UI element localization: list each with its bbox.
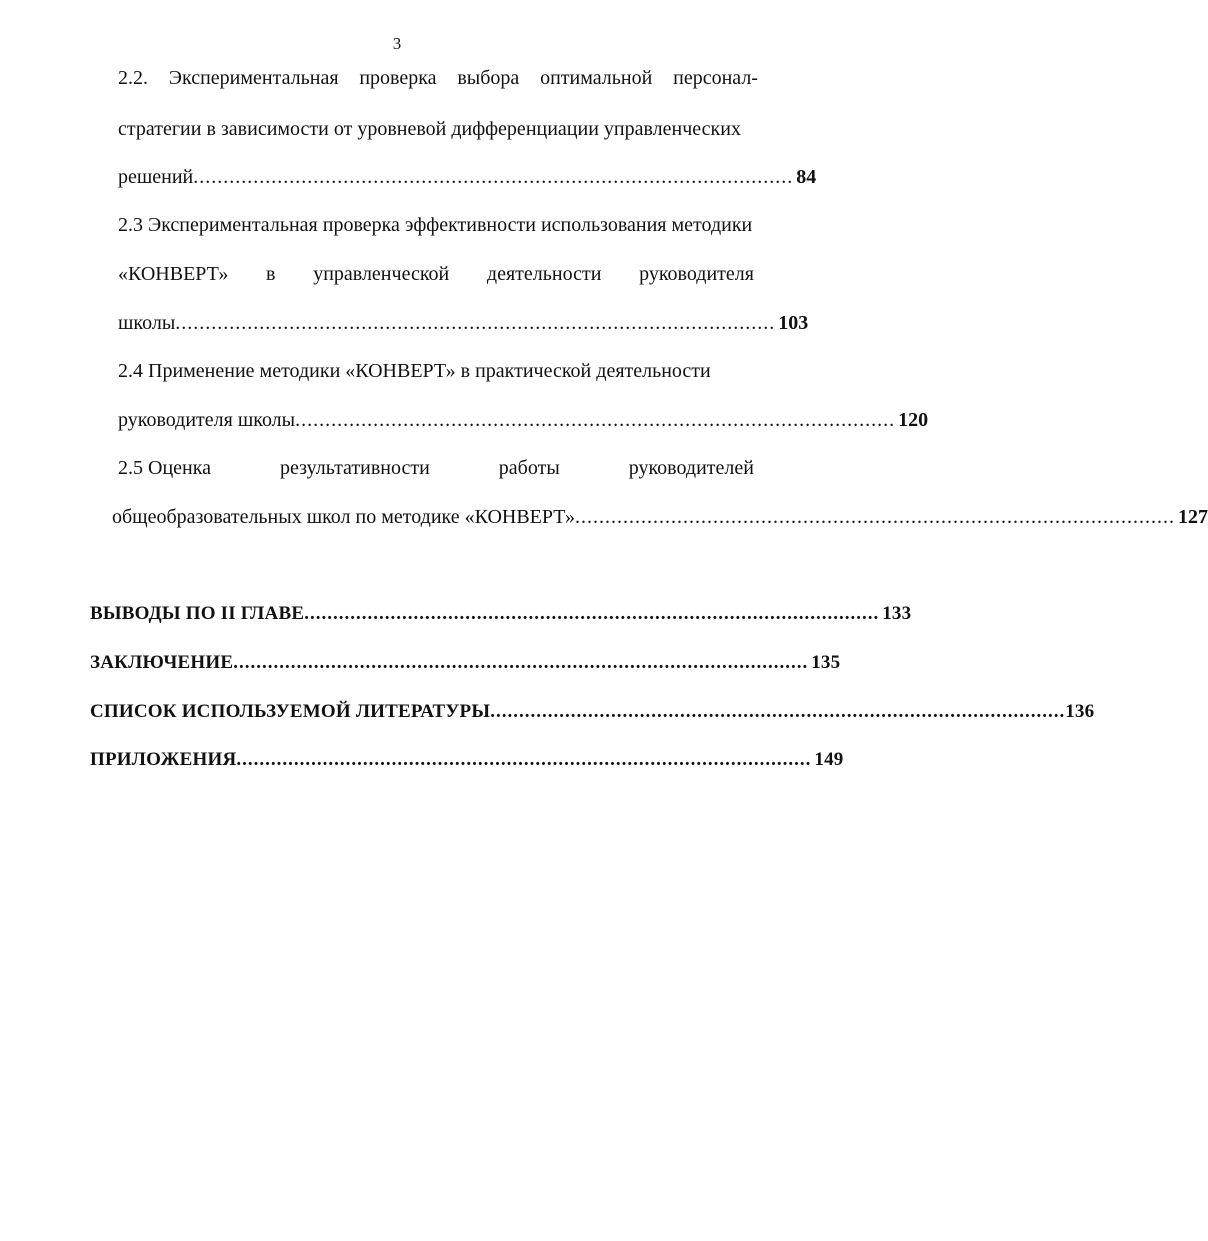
toc-page-number: 84 xyxy=(796,166,817,188)
toc-chapter-title: ЗАКЛЮЧЕНИЕ xyxy=(90,652,234,673)
toc-word: в xyxy=(266,263,276,285)
toc-entry-2-3-line-1: 2.3 Экспериментальная проверка эффективности использования методики xyxy=(118,214,753,236)
toc-chapter-conclusion[interactable] xyxy=(90,651,841,675)
toc-entry-text: решений xyxy=(118,166,194,188)
dot-leader: .................................................................................................... xyxy=(193,166,794,188)
toc-entry-2-2-line-1 xyxy=(118,66,758,90)
toc-entry-2-4-line-2[interactable] xyxy=(118,408,929,432)
toc-word: «КОНВЕРТ» xyxy=(118,263,229,285)
toc-chapter-appendices[interactable] xyxy=(90,748,844,772)
toc-entry-text: школы xyxy=(118,312,176,334)
toc-chapter-conclusions[interactable] xyxy=(90,602,912,626)
toc-word: результативности xyxy=(280,457,430,479)
toc-entry-2-3-line-2 xyxy=(118,262,754,286)
toc-entry-text: общеобразовательных школ по методике «КОНВЕРТ» xyxy=(112,506,575,528)
toc-word: деятельности xyxy=(486,263,602,285)
toc-word: работы xyxy=(498,457,560,479)
dot-leader: .................................................................................................... xyxy=(175,312,776,334)
dot-leader: .................................................................................................... xyxy=(295,409,896,431)
toc-chapter-title: СПИСОК ИСПОЛЬЗУЕМОЙ ЛИТЕРАТУРЫ xyxy=(90,701,491,722)
toc-word: 2.5 Оценка xyxy=(118,457,212,479)
dot-leader: .................................................................................................... xyxy=(574,506,1175,528)
toc-page-number: 120 xyxy=(898,409,929,431)
toc-word: руководителя xyxy=(639,263,754,285)
toc-page-number: 149 xyxy=(814,749,844,770)
toc-entry-2-3-line-3[interactable] xyxy=(118,311,809,335)
dot-leader: .................................................................................................... xyxy=(304,603,880,624)
toc-word: оптимальной xyxy=(540,67,653,89)
dot-leader: .................................................................................................... xyxy=(490,701,1066,722)
toc-entry-2-5-line-1 xyxy=(118,456,754,480)
toc-entry-2-5-line-2[interactable] xyxy=(112,505,1208,529)
toc-word: персонал- xyxy=(673,67,758,89)
dot-leader: .................................................................................................... xyxy=(233,652,809,673)
toc-chapter-title: ВЫВОДЫ ПО II ГЛАВЕ xyxy=(90,603,305,624)
page-number: 3 xyxy=(392,34,402,53)
toc-page-number: 135 xyxy=(811,652,841,673)
toc-entry-2-4-line-1: 2.4 Применение методики «КОНВЕРТ» в практической деятельности xyxy=(118,360,711,382)
toc-word: проверка xyxy=(359,67,437,89)
toc-word: руководителей xyxy=(628,457,754,479)
toc-page-number: 103 xyxy=(778,312,809,334)
toc-entry-text: руководителя школы xyxy=(118,409,296,431)
toc-entry-2-2-line-3[interactable] xyxy=(118,165,817,189)
toc-page-number: 127 xyxy=(1177,506,1208,528)
toc-word: управленческой xyxy=(313,263,450,285)
toc-word: выбора xyxy=(457,67,520,89)
toc-chapter-bibliography[interactable] xyxy=(90,700,1095,724)
toc-entry-2-2-line-2: стратегии в зависимости от уровневой дифференциации управленческих xyxy=(118,118,741,140)
toc-page-number: 136 xyxy=(1065,701,1095,722)
toc-word: 2.2. xyxy=(118,67,148,89)
toc-chapter-title: ПРИЛОЖЕНИЯ xyxy=(90,749,237,770)
toc-page-number: 133 xyxy=(882,603,912,624)
dot-leader: .................................................................................................... xyxy=(236,749,812,770)
toc-word: Экспериментальная xyxy=(168,67,339,89)
